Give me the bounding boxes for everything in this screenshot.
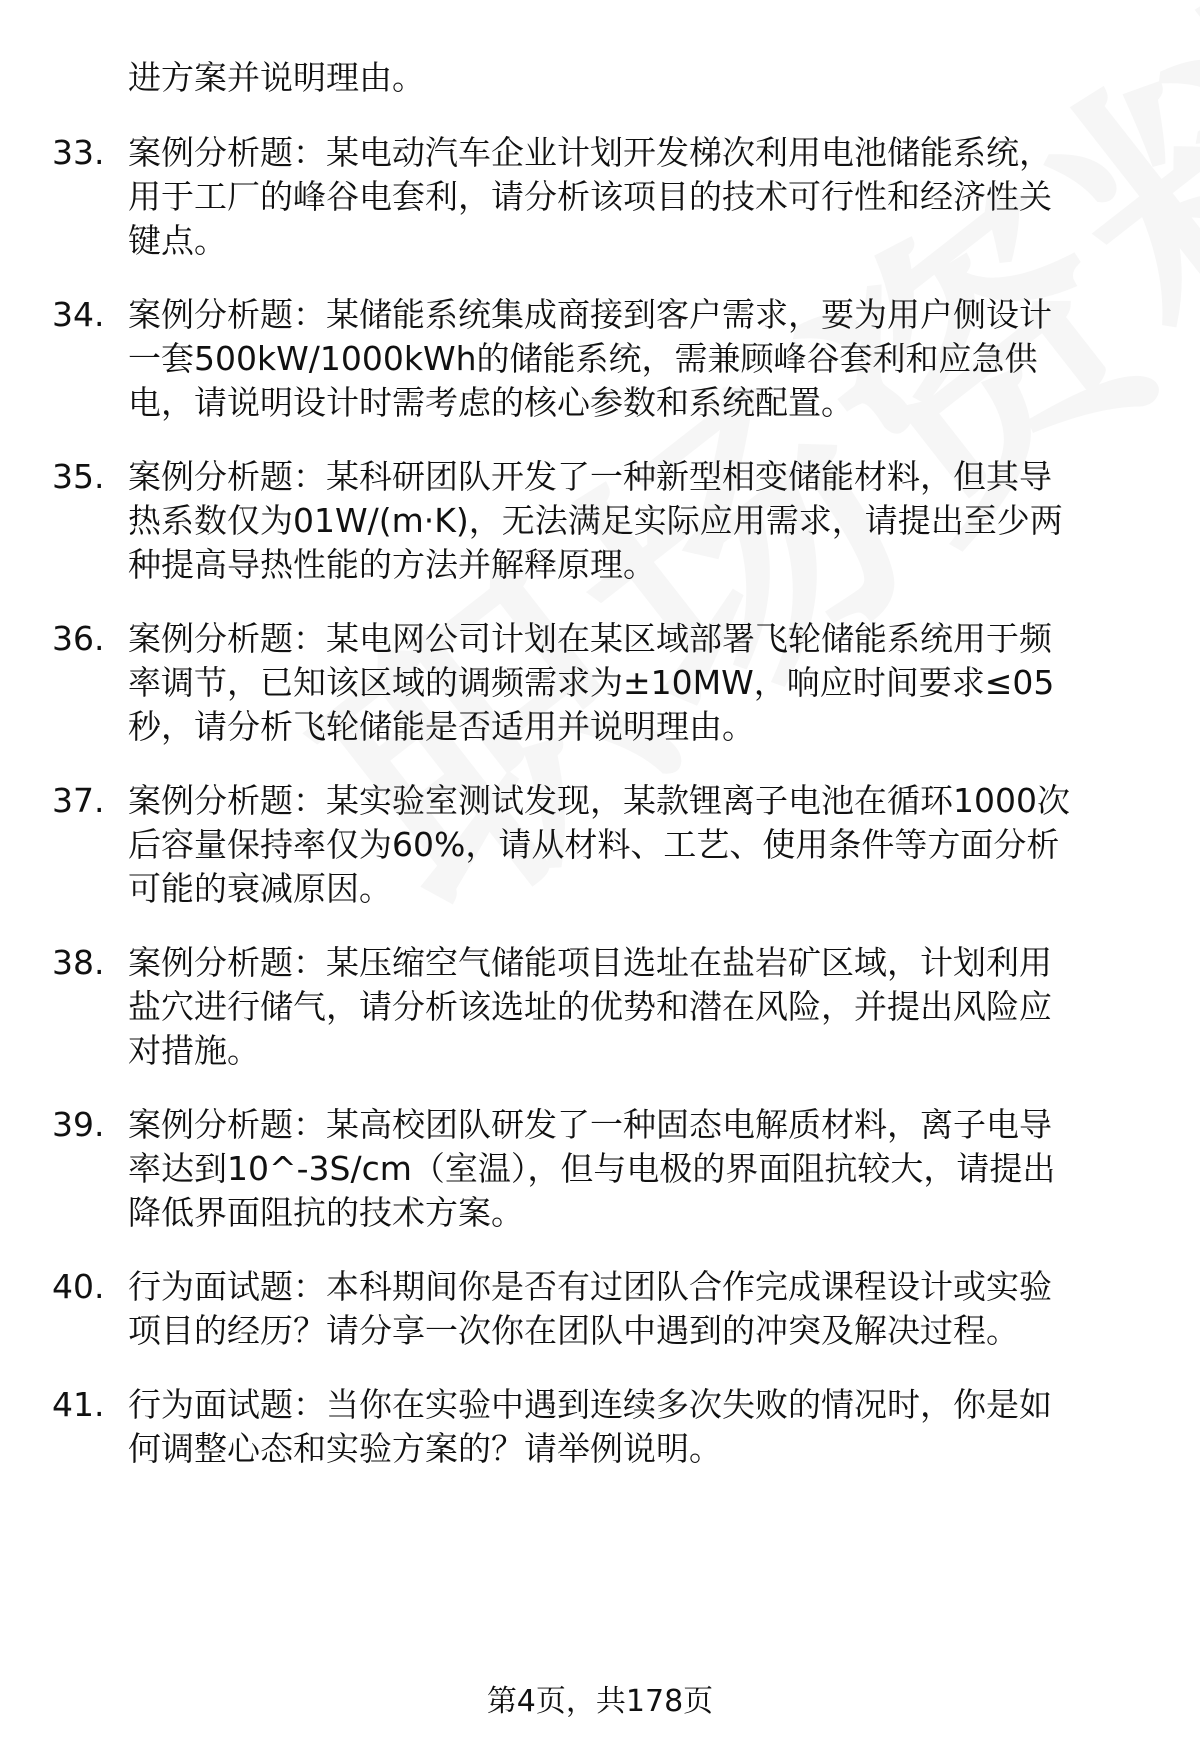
question-number: 39. — [52, 1105, 105, 1144]
question-number: 37. — [52, 781, 105, 820]
question-line: 案例分析题：某电网公司计划在某区域部署飞轮储能系统用于频 — [128, 619, 1052, 658]
question-line: 对措施。 — [128, 1031, 260, 1070]
question-line: 后容量保持率仅为60%，请从材料、工艺、使用条件等方面分析 — [128, 825, 1060, 864]
question-line: 降低界面阻抗的技术方案。 — [128, 1193, 524, 1232]
question-number: 41. — [52, 1385, 105, 1424]
question-line: 行为面试题：当你在实验中遇到连续多次失败的情况时，你是如 — [128, 1385, 1052, 1424]
question-line: 行为面试题：本科期间你是否有过团队合作完成课程设计或实验 — [128, 1267, 1052, 1306]
question-number: 40. — [52, 1267, 105, 1306]
question-line: 案例分析题：某高校团队研发了一种固态电解质材料，离子电导 — [128, 1105, 1052, 1144]
question-line: 项目的经历？请分享一次你在团队中遇到的冲突及解决过程。 — [128, 1311, 1019, 1350]
question-line: 案例分析题：某实验室测试发现，某款锂离子电池在循环1000次 — [128, 781, 1070, 820]
question-line: 盐穴进行储气，请分析该选址的优势和潜在风险，并提出风险应 — [128, 987, 1052, 1026]
question-line: 率调节，已知该区域的调频需求为±10MW，响应时间要求≤05 — [128, 663, 1055, 702]
question-line: 电，请说明设计时需考虑的核心参数和系统配置。 — [128, 383, 854, 422]
question-line: 一套500kW/1000kWh的储能系统，需兼顾峰谷套利和应急供 — [128, 339, 1038, 378]
question-line: 键点。 — [128, 221, 227, 260]
question-number: 36. — [52, 619, 105, 658]
question-line: 秒，请分析飞轮储能是否适用并说明理由。 — [128, 707, 755, 746]
question-number: 34. — [52, 295, 105, 334]
question-line: 案例分析题：某科研团队开发了一种新型相变储能材料，但其导 — [128, 457, 1052, 496]
question-line: 案例分析题：某储能系统集成商接到客户需求，要为用户侧设计 — [128, 295, 1052, 334]
question-line: 案例分析题：某电动汽车企业计划开发梯次利用电池储能系统， — [128, 133, 1052, 172]
question-line: 率达到10^-3S/cm（室温），但与电极的界面阻抗较大，请提出 — [128, 1149, 1056, 1188]
question-line: 何调整心态和实验方案的？请举例说明。 — [128, 1429, 722, 1468]
question-line: 种提高导热性能的方法并解释原理。 — [128, 545, 656, 584]
page-footer: 第4页，共178页 — [486, 1684, 714, 1719]
question-number: 35. — [52, 457, 105, 496]
question-line: 案例分析题：某压缩空气储能项目选址在盐岩矿区域，计划利用 — [128, 943, 1052, 982]
question-number: 38. — [52, 943, 105, 982]
question-line: 热系数仅为01W/(m·K)，无法满足实际应用需求，请提出至少两 — [128, 501, 1063, 540]
continuation-line: 进方案并说明理由。 — [128, 58, 425, 97]
question-line: 用于工厂的峰谷电套利，请分析该项目的技术可行性和经济性关 — [128, 177, 1052, 216]
question-number: 33. — [52, 133, 105, 172]
question-line: 可能的衰减原因。 — [128, 869, 392, 908]
